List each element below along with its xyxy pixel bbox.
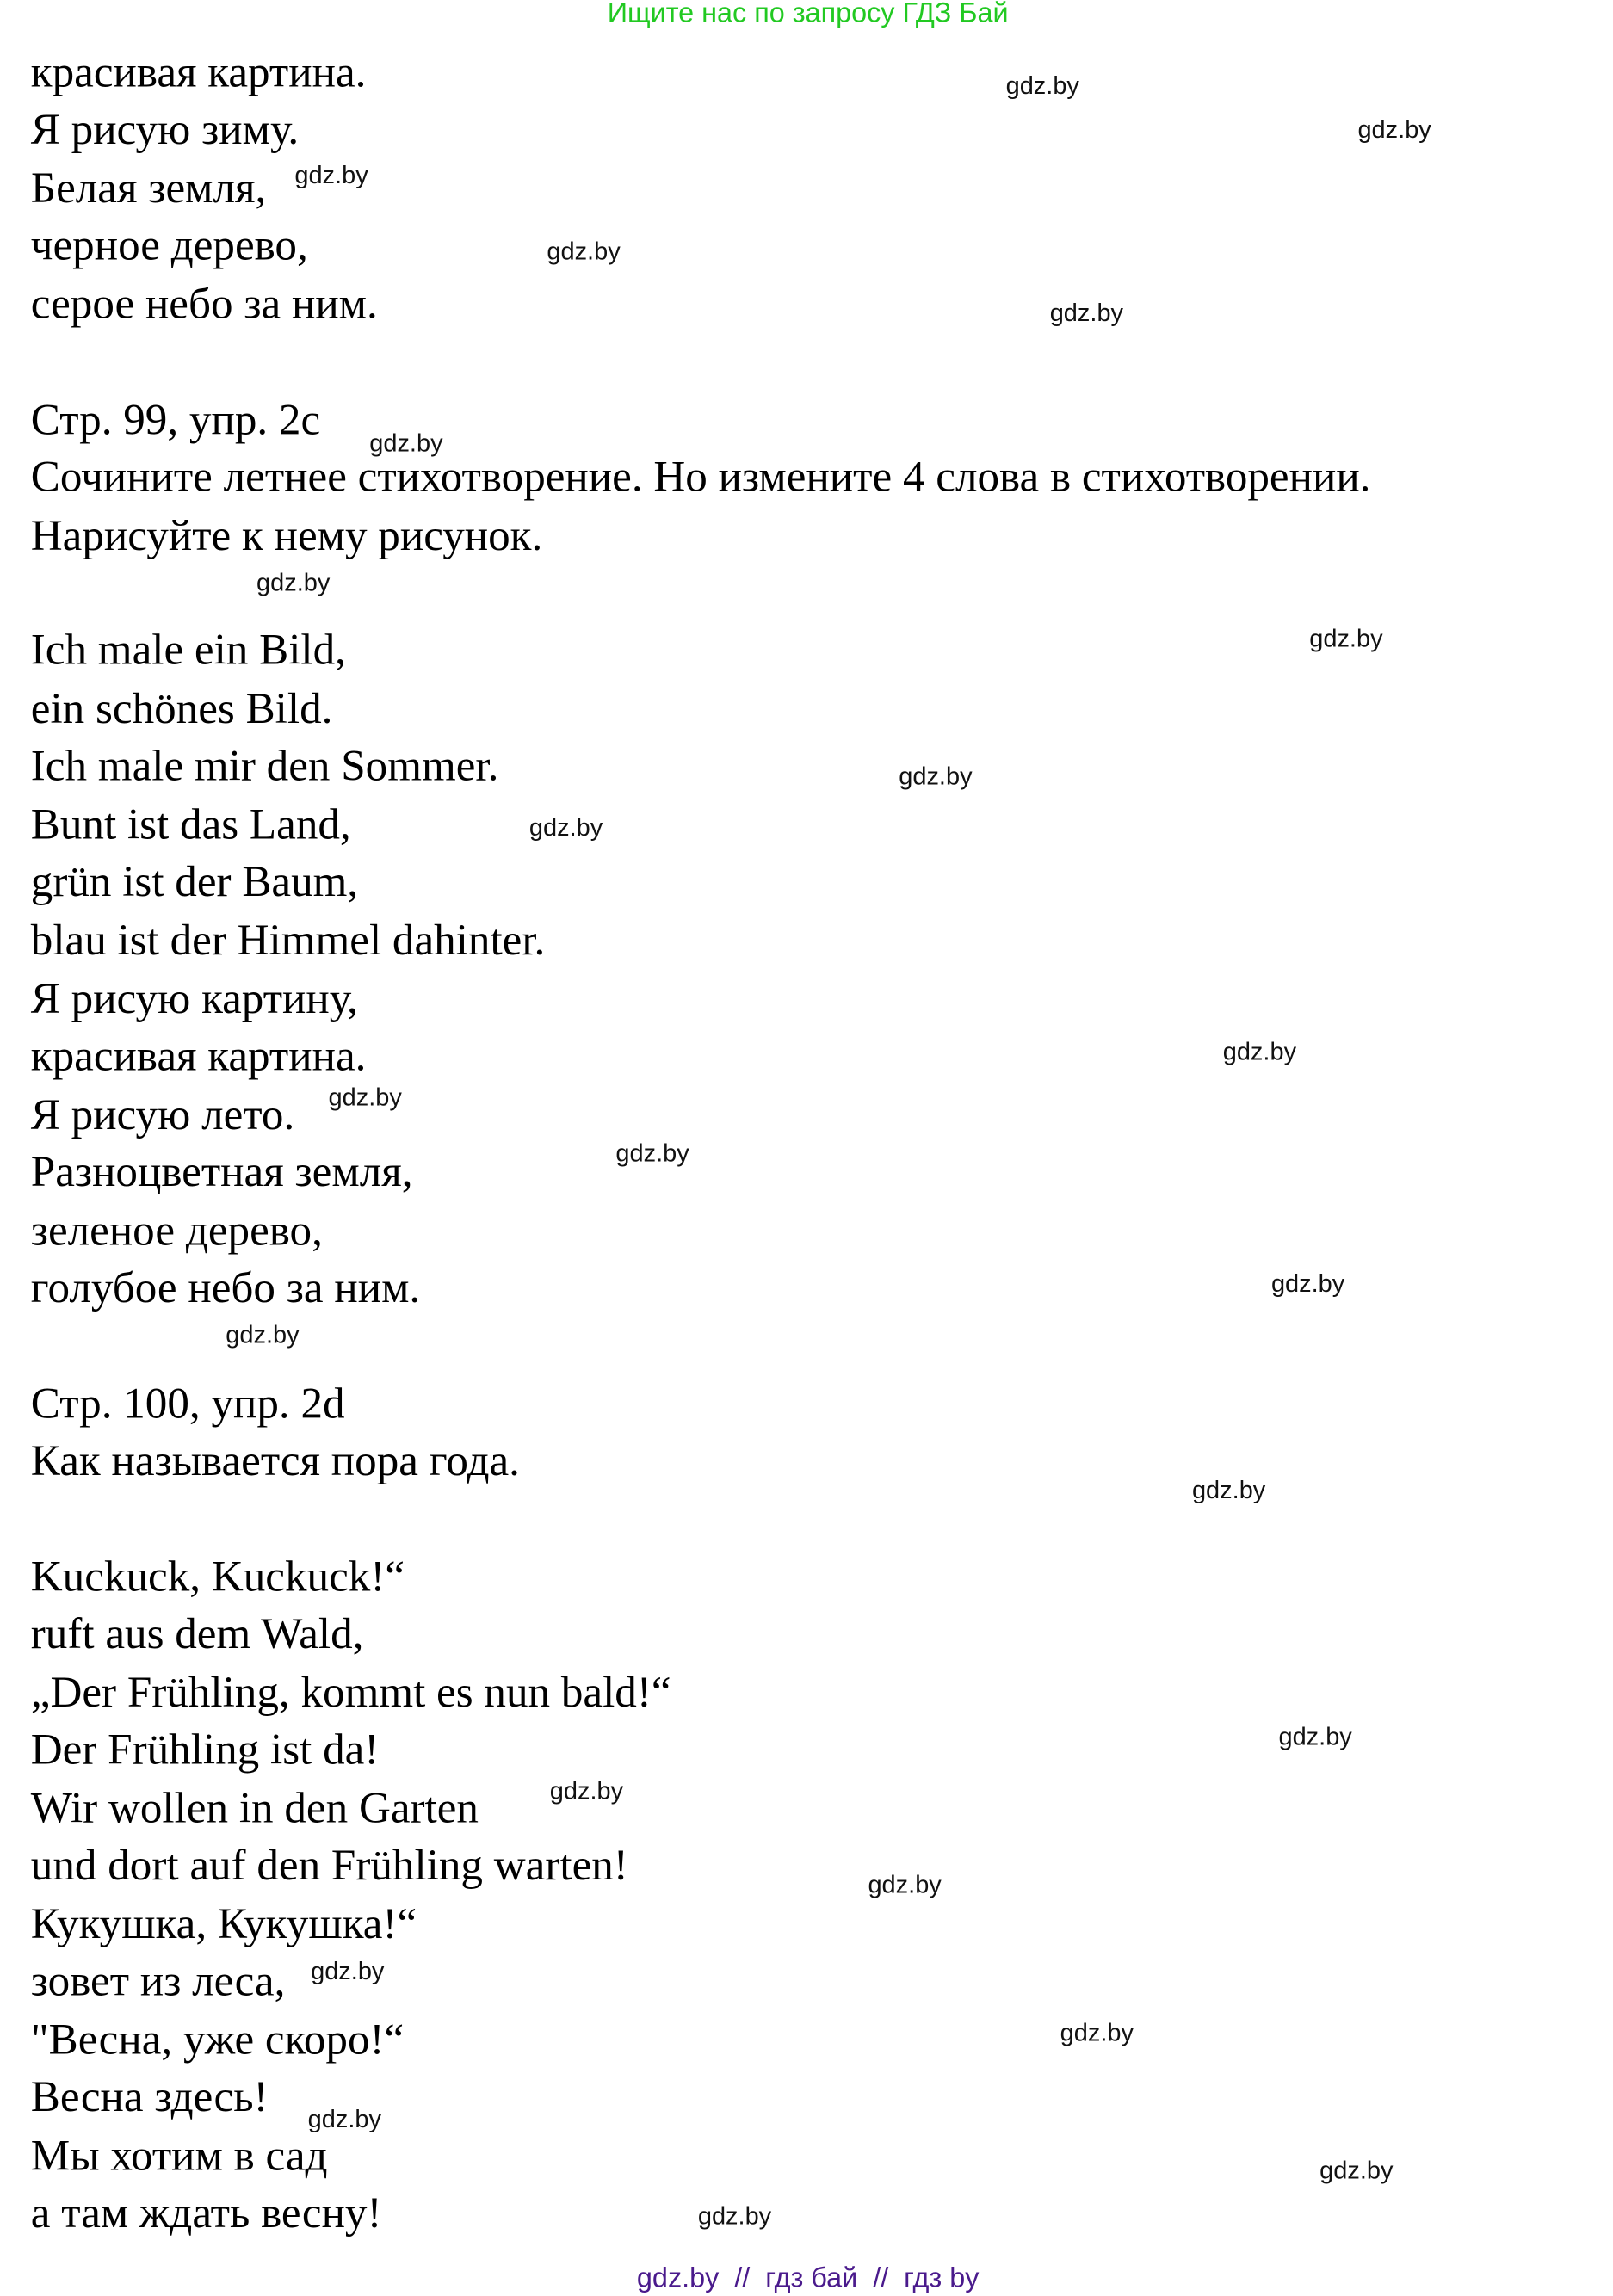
watermark: gdz.by — [307, 2105, 382, 2133]
watermark: gdz.by — [547, 237, 621, 266]
text-line: Ich male ein Bild, — [30, 626, 346, 675]
text-line: Белая земля, — [30, 164, 267, 213]
text-line: Разноцветная земля, — [30, 1147, 413, 1197]
text-line: Bunt ist das Land, — [30, 800, 351, 849]
exercise-heading: Стр. 99, упр. 2c — [30, 395, 321, 445]
text-line: Kuckuck, Kuckuck!“ — [30, 1552, 405, 1602]
text-line: Сочините летнее стихотворение. Но измените 4 слова в стихотворении. — [30, 453, 1371, 502]
text-line: „Der Frühling, kommt es nun bald!“ — [30, 1668, 671, 1717]
watermark: gdz.by — [226, 1320, 300, 1349]
text-line: красивая картина. — [30, 1032, 367, 1081]
text-line: серое небо за ним. — [30, 280, 378, 329]
text-line: Весна здесь! — [30, 2072, 269, 2122]
watermark: gdz.by — [697, 2201, 772, 2231]
watermark: gdz.by — [1060, 2018, 1134, 2047]
text-line: "Весна, уже скоро!“ — [30, 2015, 405, 2065]
watermark: gdz.by — [899, 762, 973, 791]
text-line: Я рисую картину, — [30, 974, 358, 1024]
text-line: черное дерево, — [30, 221, 308, 270]
watermark: gdz.by — [1049, 299, 1124, 327]
watermark: gdz.by — [615, 1139, 689, 1168]
watermark: gdz.by — [1278, 1722, 1352, 1751]
text-line: grün ist der Baum, — [30, 857, 359, 906]
watermark: gdz.by — [294, 161, 368, 189]
watermark: gdz.by — [328, 1083, 402, 1112]
watermark: gdz.by — [311, 1957, 385, 1985]
footer-link[interactable]: gdz.by // гдз бай // гдз by — [636, 2263, 980, 2295]
text-line: Der Frühling ist da! — [30, 1725, 380, 1774]
watermark: gdz.by — [1309, 624, 1383, 653]
watermark: gdz.by — [256, 568, 331, 597]
text-line: голубое небо за ним. — [30, 1263, 421, 1312]
text-line: зеленое дерево, — [30, 1207, 323, 1256]
watermark: gdz.by — [1222, 1038, 1297, 1066]
text-line: Я рисую зиму. — [30, 105, 300, 154]
text-line: а там ждать весну! — [30, 2188, 382, 2237]
watermark: gdz.by — [369, 429, 443, 458]
promo-header: Ищите нас по запросу ГДЗ Бай — [607, 0, 1009, 30]
text-line: Я рисую лето. — [30, 1090, 295, 1139]
text-line: Мы хотим в сад — [30, 2132, 328, 2181]
watermark: gdz.by — [528, 813, 603, 842]
text-line: und dort auf den Frühling warten! — [30, 1841, 628, 1890]
text-line: Кукушка, Кукушка!“ — [30, 1899, 417, 1949]
exercise-heading: Стр. 100, упр. 2d — [30, 1379, 345, 1429]
text-line: ein schönes Bild. — [30, 684, 333, 733]
watermark: gdz.by — [1319, 2156, 1394, 2185]
text-line: Нарисуйте к нему рисунок. — [30, 511, 543, 560]
text-line: красивая картина. — [30, 48, 367, 97]
text-line: Wir wollen in den Garten — [30, 1784, 479, 1833]
text-line: blau ist der Himmel dahinter. — [30, 916, 546, 965]
text-line: Ich male mir den Sommer. — [30, 742, 499, 791]
text-line: Как называется пора года. — [30, 1436, 520, 1485]
watermark: gdz.by — [549, 1776, 624, 1805]
watermark: gdz.by — [1191, 1476, 1266, 1504]
text-line: ruft aus dem Wald, — [30, 1609, 364, 1658]
watermark: gdz.by — [1270, 1269, 1345, 1298]
watermark: gdz.by — [1357, 115, 1431, 144]
text-line: зовет из леса, — [30, 1957, 286, 2006]
watermark: gdz.by — [868, 1870, 942, 1899]
watermark: gdz.by — [1005, 71, 1079, 100]
